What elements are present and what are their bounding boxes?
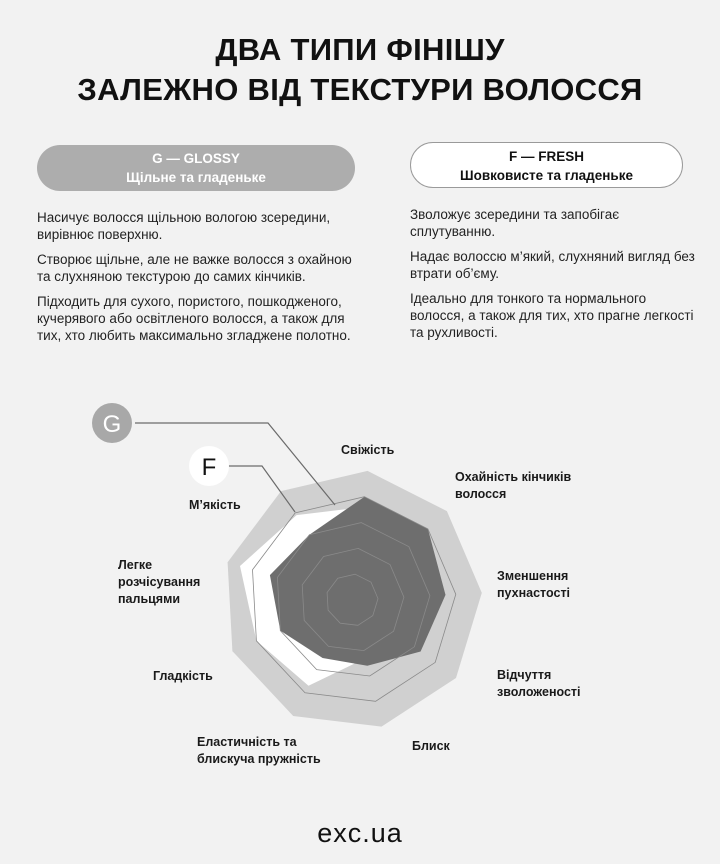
fresh-label: F — FRESH xyxy=(508,149,584,164)
glossy-paragraph: Підходить для сухого, пористого, пошкодженого, кучерявого або освітленого волосся, а також для тих, хто любить максимально згладжене полотно. xyxy=(37,294,351,343)
axis-label-freshness: Свіжість xyxy=(341,443,395,457)
axis-label-elasticity: Еластичність та блискуча пружність xyxy=(197,735,321,766)
axis-label-easy-detangling: Легке розчісування пальцями xyxy=(118,558,201,606)
axis-label-tidy-ends: Охайність кінчиків волосся xyxy=(455,470,572,501)
axis-label-smoothness: Гладкість xyxy=(153,669,213,683)
fresh-legend-letter: F xyxy=(201,454,217,481)
title-line-1: ДВА ТИПИ ФІНІШУ xyxy=(215,32,505,67)
glossy-paragraph: Створює щільне, але не важке волосся з охайною та слухняною текстурою до самих кінчиків. xyxy=(37,252,352,284)
fresh-paragraph: Зволожує зсередини та запобігає сплутуванню. xyxy=(410,207,620,239)
footer-site: exc.ua xyxy=(317,818,403,848)
glossy-subtitle: Щільне та гладеньке xyxy=(126,170,266,185)
fresh-paragraph: Ідеально для тонкого та нормального волосся, а також для тих, хто прагне легкості та рухливості. xyxy=(410,291,694,340)
axis-label-shine: Блиск xyxy=(412,739,450,753)
glossy-paragraph: Насичує волосся щільною вологою зсередини, вирівнює поверхню. xyxy=(37,210,331,242)
glossy-legend-letter: G xyxy=(102,411,122,438)
title-line-2: ЗАЛЕЖНО ВІД ТЕКСТУРИ ВОЛОССЯ xyxy=(77,72,643,107)
fresh-subtitle: Шовковисте та гладеньке xyxy=(460,168,633,183)
axis-label-moisture-feel: Відчуття зволоженості xyxy=(497,668,581,699)
axis-label-softness: М’якість xyxy=(189,498,241,512)
axis-label-frizz-reduction: Зменшення пухнастості xyxy=(497,569,571,600)
fresh-paragraph: Надає волоссю м’який, слухняний вигляд без втрати об’єму. xyxy=(410,249,695,281)
glossy-label: G — GLOSSY xyxy=(152,151,240,166)
